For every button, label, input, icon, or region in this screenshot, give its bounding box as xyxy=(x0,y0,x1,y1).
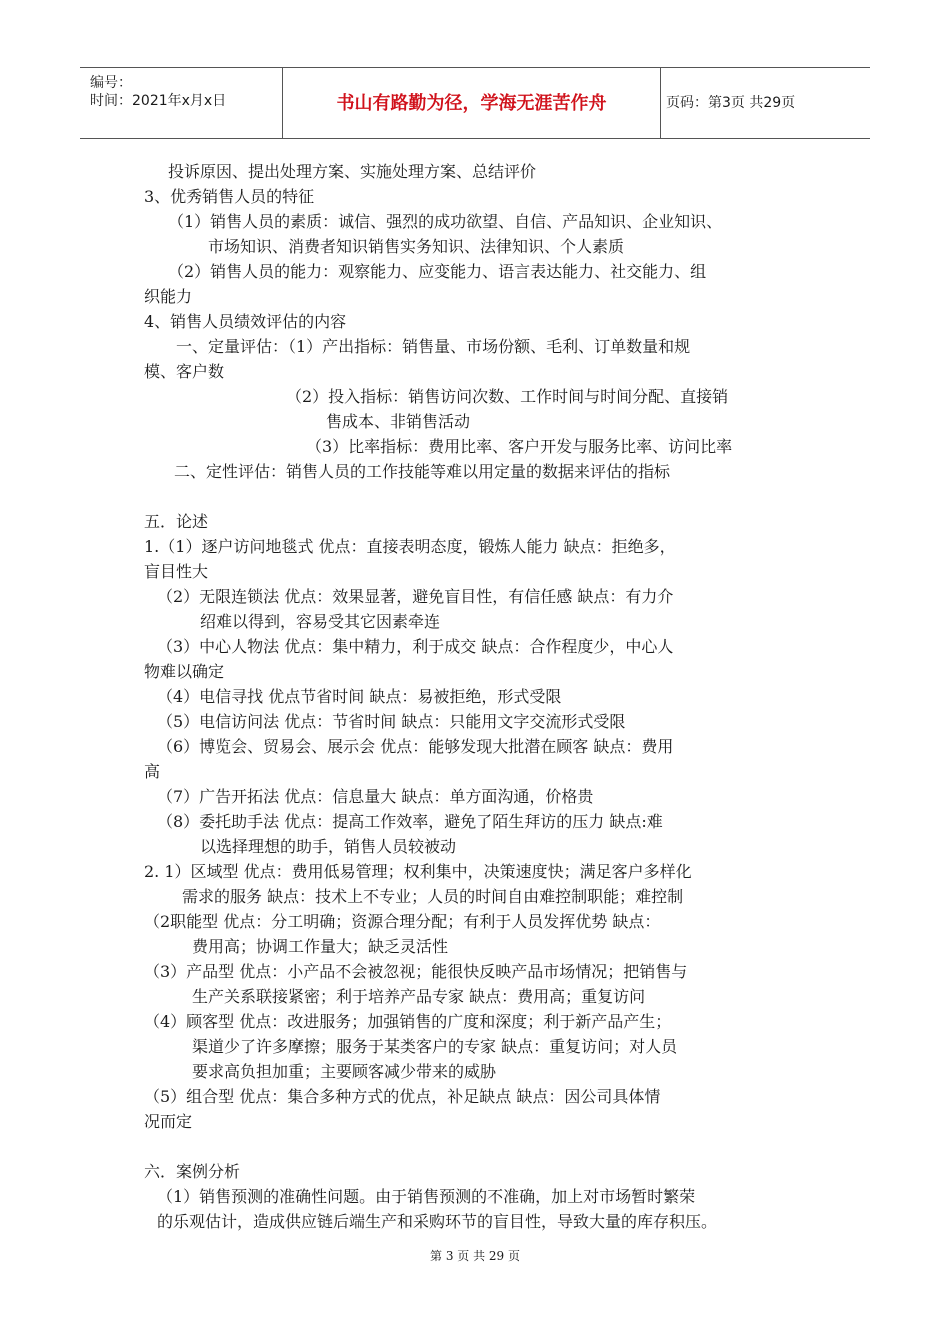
body-line: （3）产品型 优点：小产品不会被忽视；能很快反映产品市场情况；把销售与 xyxy=(144,962,688,981)
body-line: 需求的服务 缺点：技术上不专业；人员的时间自由难控制职能；难控制 xyxy=(182,887,684,906)
body-line: （5）电信访问法 优点：节省时间 缺点：只能用文字交流形式受限 xyxy=(157,712,626,731)
body-line: 以选择理想的助手，销售人员较被动 xyxy=(200,837,457,856)
body-line: 的乐观估计，造成供应链后端生产和采购环节的盲目性，导致大量的库存积压。 xyxy=(157,1212,718,1231)
body-line: 渠道少了许多摩擦；服务于某类客户的专家 缺点：重复访问；对人员 xyxy=(192,1037,678,1056)
body-line: 模、客户数 xyxy=(144,362,225,381)
header-motto: 书山有路勤为径，学海无涯苦作舟 xyxy=(336,93,607,114)
body-line: 售成本、非销售活动 xyxy=(326,412,471,431)
body-line: 费用高；协调工作量大；缺乏灵活性 xyxy=(192,937,449,956)
body-line: （2）无限连锁法 优点：效果显著，避免盲目性，有信任感 缺点：有力介 xyxy=(157,587,674,606)
body-line: （4）顾客型 优点：改进服务；加强销售的广度和深度；利于新产品产生； xyxy=(144,1012,672,1031)
body-line: 绍难以得到，容易受其它因素牵连 xyxy=(200,612,441,631)
header-page-number: 页码：第3页 共29页 xyxy=(666,95,796,111)
body-line: （5）组合型 优点：集合多种方式的优点，补足缺点 缺点：因公司具体情 xyxy=(144,1087,661,1106)
body-line: 要求高负担加重；主要顾客减少带来的威胁 xyxy=(192,1062,497,1081)
chapter-heading: 五．论述 xyxy=(144,512,209,531)
body-line: （4）电信寻找 优点节省时间 缺点：易被拒绝，形式受限 xyxy=(157,687,562,706)
body-line: 盲目性大 xyxy=(144,562,209,581)
chapter-heading: 六．案例分析 xyxy=(144,1162,241,1181)
body-line: （6）博览会、贸易会、展示会 优点：能够发现大批潜在顾客 缺点：费用 xyxy=(157,737,674,756)
document-date-label: 时间：2021年x月x日 xyxy=(90,93,227,109)
body-line: （3）比率指标：费用比率、客户开发与服务比率、访问比率 xyxy=(306,437,733,456)
body-line: 物难以确定 xyxy=(144,662,225,681)
section-heading: 3、优秀销售人员的特征 xyxy=(144,187,315,206)
section-heading: 4、销售人员绩效评估的内容 xyxy=(144,312,347,331)
body-line: 织能力 xyxy=(144,287,193,306)
body-line: （7）广告开拓法 优点：信息量大 缺点：单方面沟通，价格贵 xyxy=(157,787,594,806)
body-line: 况而定 xyxy=(144,1112,193,1131)
page-footer: 第 3 页 共 29 页 xyxy=(430,1249,520,1263)
body-line: （2）销售人员的能力：观察能力、应变能力、语言表达能力、社交能力、组 xyxy=(168,262,707,281)
body-line: 二、定性评估：销售人员的工作技能等难以用定量的数据来评估的指标 xyxy=(174,462,671,481)
body-line: （2）投入指标：销售访问次数、工作时间与时间分配、直接销 xyxy=(286,387,729,406)
body-line: （1）销售预测的准确性问题。由于销售预测的不准确，加上对市场暂时繁荣 xyxy=(157,1187,696,1206)
body-line: 高 xyxy=(144,762,161,781)
body-line: 1.（1）逐户访问地毯式 优点：直接表明态度，锻炼人能力 缺点：拒绝多， xyxy=(144,537,676,556)
body-line: （1）销售人员的素质：诚信、强烈的成功欲望、自信、产品知识、企业知识、 xyxy=(168,212,723,231)
body-line: （2职能型 优点：分工明确；资源合理分配；有利于人员发挥优势 缺点： xyxy=(144,912,661,931)
body-line: 投诉原因、提出处理方案、实施处理方案、总结评价 xyxy=(168,162,537,181)
body-line: 一、定量评估：（1）产出指标：销售量、市场份额、毛利、订单数量和规 xyxy=(176,337,691,356)
body-line: （8）委托助手法 优点：提高工作效率，避免了陌生拜访的压力 缺点:难 xyxy=(157,812,663,831)
body-line: 生产关系联接紧密；利于培养产品专家 缺点：费用高；重复访问 xyxy=(192,987,646,1006)
body-line: 2. 1）区域型 优点：费用低易管理；权利集中，决策速度快；满足客户多样化 xyxy=(144,862,692,881)
body-line: 市场知识、消费者知识销售实务知识、法律知识、个人素质 xyxy=(208,237,625,256)
body-line: （3）中心人物法 优点：集中精力，利于成交 缺点：合作程度少，中心人 xyxy=(157,637,674,656)
document-number-label: 编号： xyxy=(90,75,132,91)
